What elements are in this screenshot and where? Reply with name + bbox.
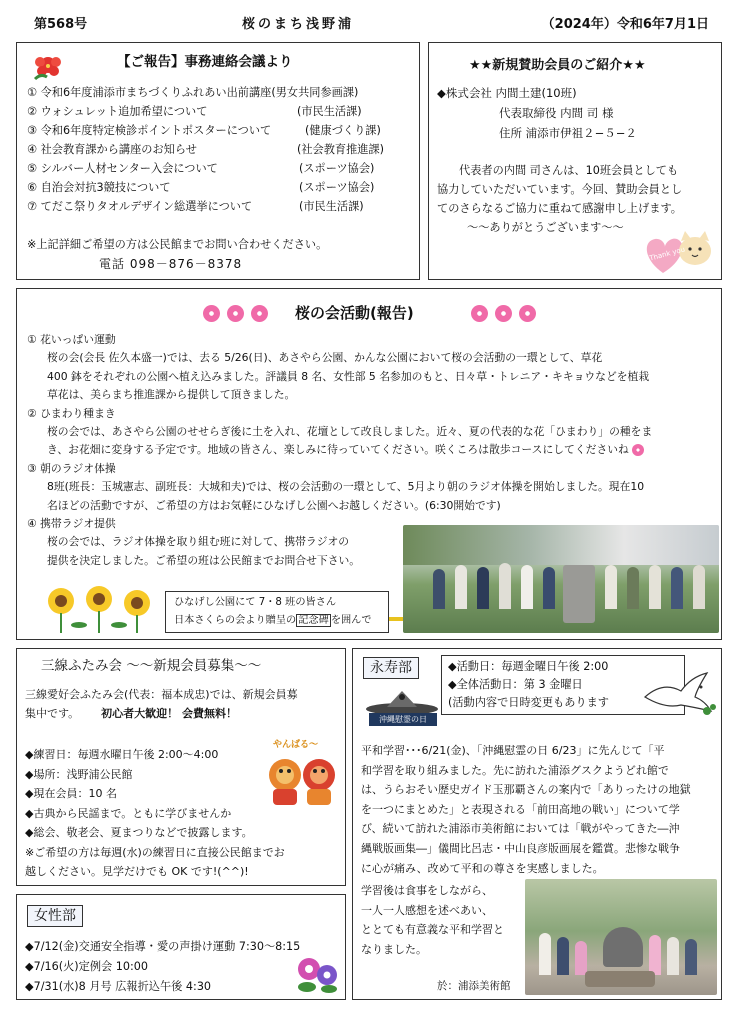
activity-title: 桜の会活動(報告) — [295, 304, 414, 322]
sponsor-box — [428, 42, 722, 280]
report-phone: 電話 098－876－8378 — [99, 257, 243, 271]
section-line: 提供を決定しました。ご希望の班は公民館までお問合せ下さい。 — [47, 553, 361, 567]
report-item: ② ウォシュレット追加希望について (市民生活課) — [27, 105, 362, 118]
sakura-icon — [227, 305, 244, 322]
women-item: ◆7/31(水)8 月号 広報折込午後 4:30 — [25, 980, 212, 993]
sakura-icon — [203, 305, 220, 322]
sponsor-address: 住所 浦添市伊祖２−５−２ — [499, 126, 637, 140]
activity-box — [16, 288, 722, 640]
sponsor-thanks: ～～ありがとうございます～～ — [467, 221, 624, 234]
sakura-icon — [519, 305, 536, 322]
section-line: 桜の会では、ラジオ体操を取り組む班に対して、携帯ラジオの — [47, 535, 350, 549]
report-item: ③ 令和6年度特定検診ポイントポスターについて (健康づくり課) — [27, 124, 381, 137]
sanshin-body — [25, 685, 343, 723]
report-item: ⑤ シルバー人材センター入会について (スポーツ協会) — [27, 162, 375, 175]
elder-line: ととても有意義な平和学習と — [361, 923, 504, 937]
sanshin-detail: ◆練習日：毎週水曜日午後 2:00～4:00 — [25, 748, 219, 761]
sakura-icon — [495, 305, 512, 322]
report-list — [27, 83, 419, 216]
sponsor-title: ★★新規賛助会員のご紹介★★ — [469, 58, 646, 73]
issue-date: （2024年）令和6年7月1日 — [541, 17, 709, 32]
sponsor-details — [437, 83, 637, 143]
sakura-icon — [251, 305, 268, 322]
elder-line: び、続いて訪れた浦添市美術館においては「戦がやってきた―沖 — [361, 822, 680, 836]
women-box — [16, 894, 346, 1000]
morning-glory-icon — [293, 953, 341, 995]
activity-title-row — [203, 303, 543, 327]
sanshin-detail: ※ご希望の方は毎週(水)の練習日に直接公民館までお — [25, 845, 285, 859]
shisa-illustration — [263, 739, 343, 809]
elder-box — [352, 648, 722, 1000]
women-item: ◆7/16(火)定例会 10:00 — [25, 960, 149, 973]
card-text: Thank you — [648, 245, 686, 263]
sanshin-detail: ◆現在会員：10 名 — [25, 787, 117, 800]
elder-peace-study — [361, 741, 721, 878]
sponsor-rep: 代表取締役 内間 司 様 — [499, 106, 614, 120]
sponsor-company: ◆株式会社 内間土建(10班) — [437, 86, 577, 100]
report-item: ⑥ 自治会対抗3競技について (スポーツ協会) — [27, 181, 375, 194]
thankyou-illustration — [641, 225, 717, 275]
sanshin-highlight: 初心者大歓迎！ 会費無料！ — [101, 707, 237, 720]
elder-title: 永寿部 — [363, 657, 419, 679]
hibiscus-icon — [31, 53, 65, 83]
sakura-icon — [632, 444, 644, 456]
dove-icon — [637, 667, 717, 721]
elder-schedule-line: (活動内容で日時変更もあります — [448, 696, 609, 709]
women-list — [25, 937, 300, 997]
elder-line: 和学習を取り組みました。先に訪れた浦添グスクようどれ館で — [361, 763, 669, 777]
section-line: 名ほどの活動ですが、ご希望の方はお気軽にひなげし公園へお越しください。(6:30開始です) — [47, 498, 501, 512]
section-line: 8班(班長：玉城憲志、副班長：大城和夫)では、桜の会活動の一環として、5月より朝のラジオ体操を開始しました。現在10 — [47, 480, 645, 494]
elder-line: を一つにまとめた」と表現される「前田高地の戦い」について学 — [361, 802, 680, 816]
shisa-icon — [263, 749, 343, 809]
elder-schedule-line: ◆活動日：毎週金曜日午後 2:00 — [448, 660, 609, 673]
elder-place: 於：浦添美術館 — [437, 980, 511, 992]
sanshin-detail: ◆場所：浅野浦公民館 — [25, 767, 133, 781]
report-item: ⑦ てだこ祭りタオルデザイン総選挙について (市民生活課) — [27, 200, 364, 213]
section-title: ④ 携帯ラジオ提供 — [27, 517, 116, 531]
section-line: 400 鉢をそれぞれの公園へ植え込みました。評議員 8 名、女性部 5 名参加のもと、日々草・トレニア・キキョウなどを植栽 — [47, 369, 650, 383]
monument-stone — [563, 565, 595, 623]
section-line: 桜の会(会長 佐久本盛一)では、去る 5/26(日)、あさやら公園、かんな公園において桜の会活動の一環として、草花 — [47, 351, 603, 365]
section-line: 草花は、美らまち推進課から提供して頂きました。 — [47, 388, 296, 402]
memorial-monument-icon — [363, 687, 441, 715]
elder-line: は、うらおそい歴史ガイド玉那覇さんの案内で「ありったけの地獄 — [361, 783, 691, 797]
elder-line: 学習後は食事をしながら、 — [361, 884, 493, 897]
elder-after — [361, 881, 504, 959]
group-photo-park — [403, 525, 719, 633]
sponsor-body-line: てのさらなるご協力に重ねて感謝申し上げます。 — [437, 202, 682, 215]
report-title: 【ご報告】事務連絡会議より — [117, 54, 293, 70]
page-header — [24, 16, 725, 38]
elder-line: なりました。 — [361, 942, 427, 956]
sanshin-detail: ◆総会、敬老会、夏まつりなどで披露します。 — [25, 826, 253, 839]
sanshin-line: 三線愛好会ふたみ会(代表：福本成忠)では、新規会員募 — [25, 688, 298, 701]
memorial-illustration — [363, 687, 441, 727]
report-note: ※上記詳細ご希望の方は公民館までお問い合わせください。 — [27, 238, 328, 251]
group-photo-museum — [525, 879, 717, 995]
sanshin-detail: ◆古典から民謡まで。ともに学びませんか — [25, 806, 232, 820]
elder-line: 平和学習･･･6/21(金)、「沖縄慰霊の日 6/23」に先んじて「平 — [361, 744, 665, 757]
section-line: 桜の会では、あさやら公園のせせらぎ後に土を入れ、花壇として改良しました。近々、夏の代表的な花「ひまわり」の種をま — [47, 425, 653, 439]
report-item: ④ 社会教育課から講座のお知らせ (社会教育推進課) — [27, 143, 385, 156]
sponsor-body-line: 代表者の内間 司さんは、10班会員としても — [459, 164, 679, 177]
newsletter-title: 桜のまち浅野浦 — [242, 17, 355, 32]
memorial-banner: 沖縄慰霊の日 — [369, 713, 437, 726]
statue — [603, 927, 643, 967]
report-item: ① 令和6年度浦添市まちづくりふれあい出前講座(男女共同参画課) — [27, 86, 359, 99]
sanshin-box — [16, 648, 346, 886]
section-line: き、お花畑に変身する予定です。地域の皆さん、楽しみに待っていてください。咲くころは散歩コースにしてくださいね — [27, 441, 717, 459]
sanshin-line: 集中です。 初心者大歓迎！ 会費無料！ — [25, 707, 237, 720]
elder-line: 一人一人感想を述べあい、 — [361, 903, 493, 917]
women-title: 女性部 — [27, 905, 83, 927]
monument-label: 記念碑 — [298, 615, 329, 626]
caption-line: ひなげし公園にて 7・8 班の皆さん — [174, 597, 337, 608]
issue-number: 第568号 — [34, 17, 88, 32]
sanshin-detail: 越しください。見学だけでも OK です!(^^)! — [25, 865, 249, 878]
mascot-text: やんばる～ — [273, 740, 319, 750]
sponsor-body-line: 協力していただいています。今回、賛助会員とし — [437, 183, 683, 196]
sakura-icon — [471, 305, 488, 322]
elder-line: に心が痛み、改めて平和の尊さを実感しました。 — [361, 861, 604, 875]
sanshin-title: 三線ふたみ会 ～～新規会員募集～～ — [41, 658, 262, 674]
caption-line: 日本さくらの会より贈呈の 記念碑 を囲んで — [174, 615, 372, 626]
section-title: ② ひまわり種まき — [27, 406, 116, 420]
section-title: ① 花いっぱい運動 — [27, 333, 116, 346]
photo-caption — [165, 591, 389, 633]
women-item: ◆7/12(金)交通安全指導・愛の声掛け運動 7:30～8:15 — [25, 940, 301, 953]
elder-line: 縄戦版画集―」儀間比呂志・中山良彦版画展を鑑賞。悲惨な戦争 — [361, 841, 680, 855]
sunflower-icon — [39, 585, 159, 633]
section-title: ③ 朝のラジオ体操 — [27, 461, 116, 475]
elder-schedule-line: ◆全体活動日：第 3 金曜日 — [448, 678, 583, 691]
report-box — [16, 42, 420, 280]
